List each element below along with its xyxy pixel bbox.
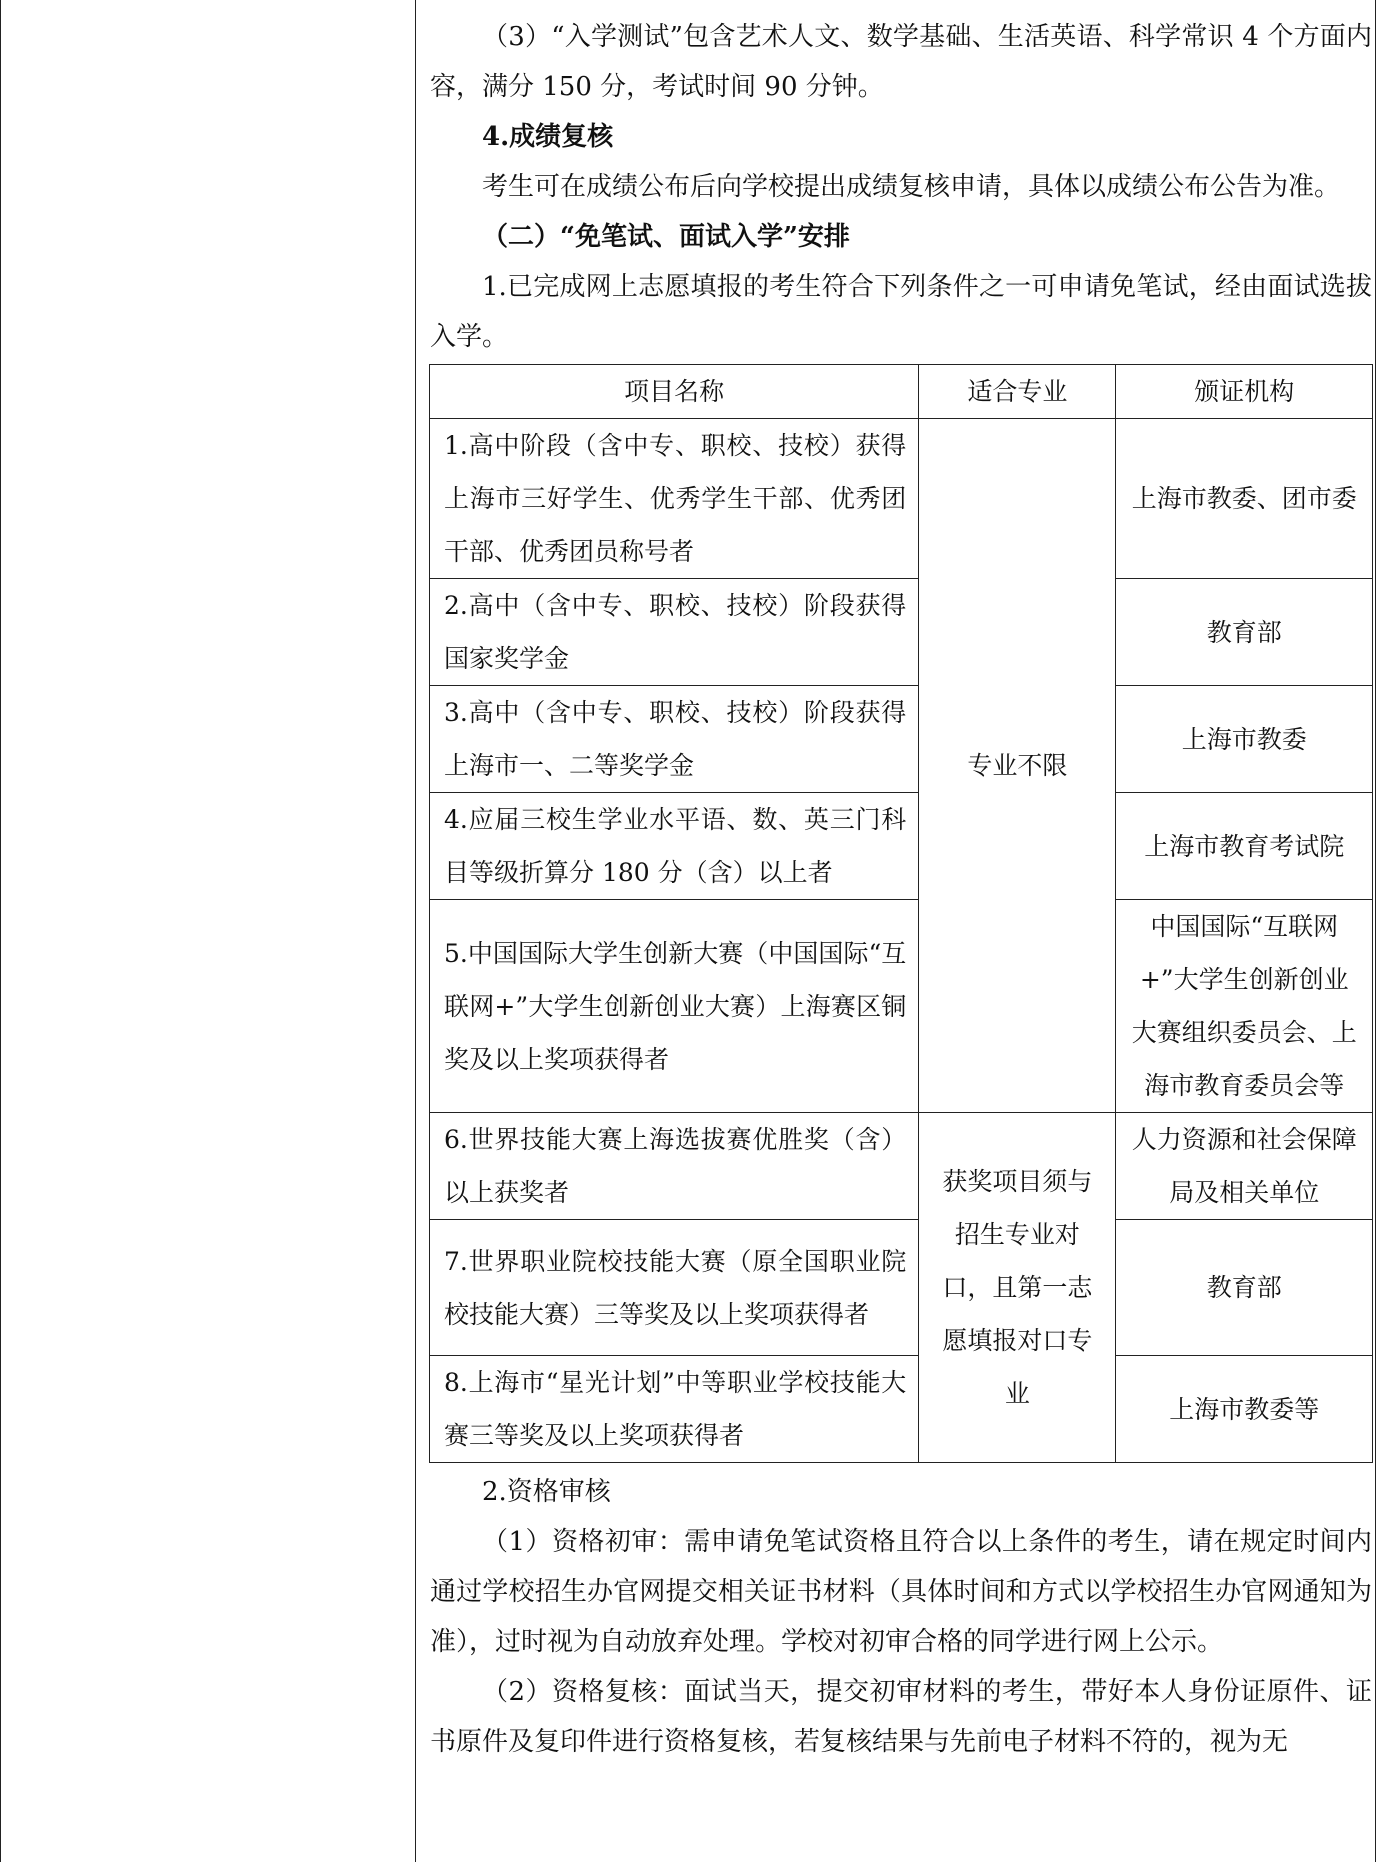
table-row	[430, 900, 1373, 1113]
authority-cell: 教育部	[1116, 1220, 1373, 1356]
table-row	[430, 579, 1373, 686]
authority-cell: 中国国际“互联网+”大学生创新创业大赛组织委员会、上海市教育委员会等	[1116, 900, 1373, 1113]
table-row	[430, 1220, 1373, 1356]
project-name-cell: 1.高中阶段（含中专、职校、技校）获得上海市三好学生、优秀学生干部、优秀团干部、优秀团员称号者	[430, 419, 919, 579]
authority-cell: 上海市教委	[1116, 686, 1373, 793]
heading-qualification-review: 2.资格审核	[482, 1477, 611, 1507]
authority-cell: 上海市教委等	[1116, 1356, 1373, 1463]
table-row	[430, 1356, 1373, 1463]
authority-cell: 教育部	[1116, 579, 1373, 686]
heading-exempt-arrangement: （二）“免笔试、面试入学”安排	[482, 222, 850, 252]
heading-score-review: 4.成绩复核	[482, 122, 614, 152]
major-cell-unrestricted: 专业不限	[919, 419, 1116, 1113]
table-header-row	[430, 365, 1373, 419]
paragraph-exempt-conditions: 1.已完成网上志愿填报的考生符合下列条件之一可申请免笔试，经由面试选拔入学。	[430, 272, 1372, 352]
header-suitable-major: 适合专业	[919, 365, 1116, 419]
project-name-cell: 6.世界技能大赛上海选拔赛优胜奖（含）以上获奖者	[430, 1113, 919, 1220]
project-name-cell: 7.世界职业院校技能大赛（原全国职业院校技能大赛）三等奖及以上奖项获得者	[430, 1220, 919, 1356]
authority-cell: 上海市教育考试院	[1116, 793, 1373, 900]
project-name-cell: 5.中国国际大学生创新大赛（中国国际“互联网+”大学生创新创业大赛）上海赛区铜奖及以上奖项获得者	[430, 900, 919, 1113]
table-row	[430, 793, 1373, 900]
header-project-name: 项目名称	[430, 365, 919, 419]
project-name-cell: 4.应届三校生学业水平语、数、英三门科目等级折算分 180 分（含）以上者	[430, 793, 919, 900]
paragraph-entrance-test: （3）“入学测试”包含艺术人文、数学基础、生活英语、科学常识 4 个方面内容，满分 150 分，考试时间 90 分钟。	[430, 22, 1372, 102]
paragraph-re-review: （2）资格复核：面试当天，提交初审材料的考生，带好本人身份证原件、证书原件及复印件进行资格复核，若复核结果与先前电子材料不符的，视为无	[430, 1677, 1372, 1757]
project-name-cell: 2.高中（含中专、职校、技校）阶段获得国家奖学金	[430, 579, 919, 686]
qualification-table	[429, 364, 1373, 1463]
project-name-cell: 3.高中（含中专、职校、技校）阶段获得上海市一、二等奖学金	[430, 686, 919, 793]
column-divider	[415, 0, 416, 1862]
table-row	[430, 686, 1373, 793]
table-row	[430, 419, 1373, 579]
authority-cell: 上海市教委、团市委	[1116, 419, 1373, 579]
project-name-cell: 8.上海市“星光计划”中等职业学校技能大赛三等奖及以上奖项获得者	[430, 1356, 919, 1463]
authority-cell: 人力资源和社会保障局及相关单位	[1116, 1113, 1373, 1220]
major-cell-matching: 获奖项目须与招生专业对口，且第一志愿填报对口专业	[919, 1113, 1116, 1463]
paragraph-score-review: 考生可在成绩公布后向学校提出成绩复核申请，具体以成绩公布公告为准。	[482, 172, 1341, 202]
paragraph-initial-review: （1）资格初审：需申请免笔试资格且符合以上条件的考生，请在规定时间内通过学校招生办官网提交相关证书材料（具体时间和方式以学校招生办官网通知为准），过时视为自动放弃处理。学校对初审合格的同学进行网上公示。	[430, 1527, 1372, 1657]
document-body	[430, 12, 1372, 1767]
header-issuing-authority: 颁证机构	[1116, 365, 1373, 419]
table-row	[430, 1113, 1373, 1220]
